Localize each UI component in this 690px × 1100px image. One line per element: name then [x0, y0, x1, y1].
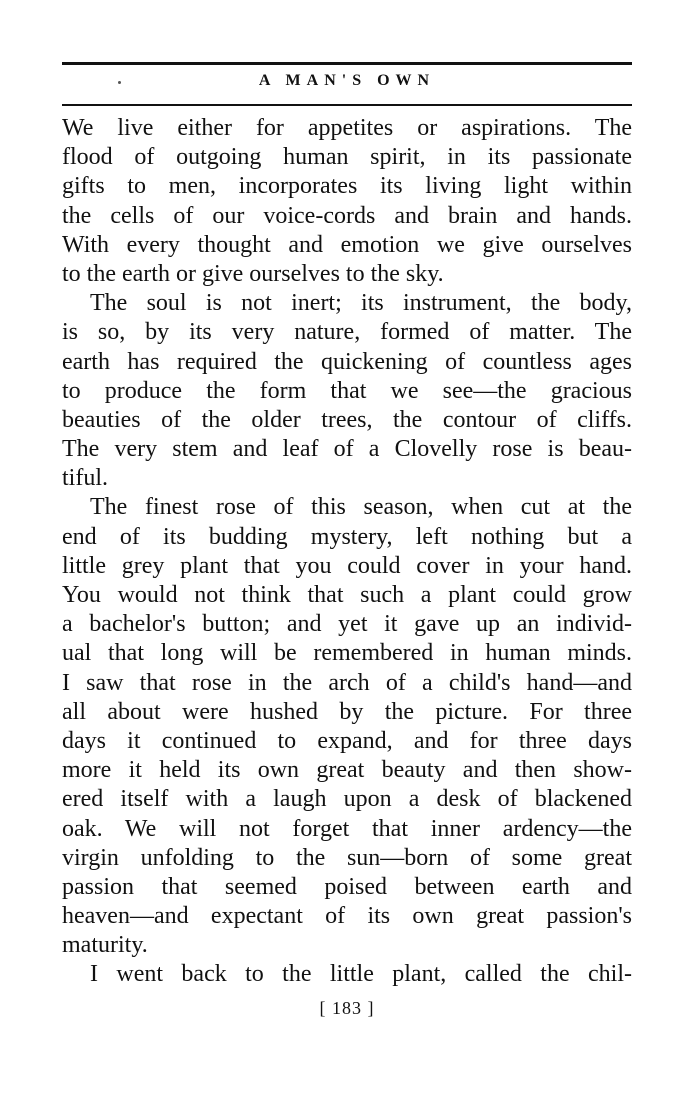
header-bottom-rule [62, 104, 632, 106]
text-line: The very stem and leaf of a Clovelly rose is beau- [62, 436, 632, 463]
header-top-rule [62, 62, 632, 65]
text-line: oak. We will not forget that inner ardency—the [62, 815, 632, 842]
text-line: all about were hushed by the picture. For three [62, 698, 632, 725]
text-line: maturity. [62, 932, 148, 959]
text-line: With every thought and emotion we give ourselves [62, 231, 632, 258]
text-line: end of its budding mystery, left nothing but a [62, 523, 632, 550]
text-line: ual that long will be remembered in human minds. [62, 640, 632, 667]
body-text [62, 114, 632, 990]
text-line: earth has required the quickening of countless ages [62, 348, 632, 375]
text-line: The soul is not inert; its instrument, the body, [90, 290, 632, 317]
text-line: You would not think that such a plant could grow [62, 582, 632, 608]
text-line: The finest rose of this season, when cut at the [90, 494, 632, 521]
text-line: little grey plant that you could cover in your hand. [62, 552, 632, 579]
text-line: virgin unfolding to the sun—born of some great [62, 844, 632, 871]
text-line: the cells of our voice-cords and brain and hands. [62, 202, 632, 229]
text-line: flood of outgoing human spirit, in its passionate [62, 144, 632, 171]
text-line: beauties of the older trees, the contour of cliffs. [62, 406, 632, 433]
text-line: to the earth or give ourselves to the sky. [62, 260, 444, 287]
text-line: tiful. [62, 465, 108, 492]
running-title: A MAN'S OWN [258, 72, 436, 89]
text-line: passion that seemed poised between earth and [62, 873, 632, 900]
text-line: a bachelor's button; and yet it gave up an individ- [62, 611, 632, 638]
text-line: We live either for appetites or aspirations. The [62, 115, 632, 141]
text-line: ered itself with a laugh upon a desk of blackened [62, 786, 632, 813]
text-line: days it continued to expand, and for three days [62, 727, 632, 754]
text-line: heaven—and expectant of its own great passion's [62, 903, 632, 930]
text-line: is so, by its very nature, formed of matter. The [62, 319, 632, 346]
text-line: I went back to the little plant, called the chil- [90, 961, 632, 988]
text-line: gifts to men, incorporates its living light within [62, 173, 632, 200]
text-line: more it held its own great beauty and then show- [62, 757, 632, 784]
page-number: [ 183 ] [319, 998, 375, 1018]
text-line: to produce the form that we see—the gracious [62, 377, 632, 404]
text-line: I saw that rose in the arch of a child's hand—and [62, 669, 632, 696]
